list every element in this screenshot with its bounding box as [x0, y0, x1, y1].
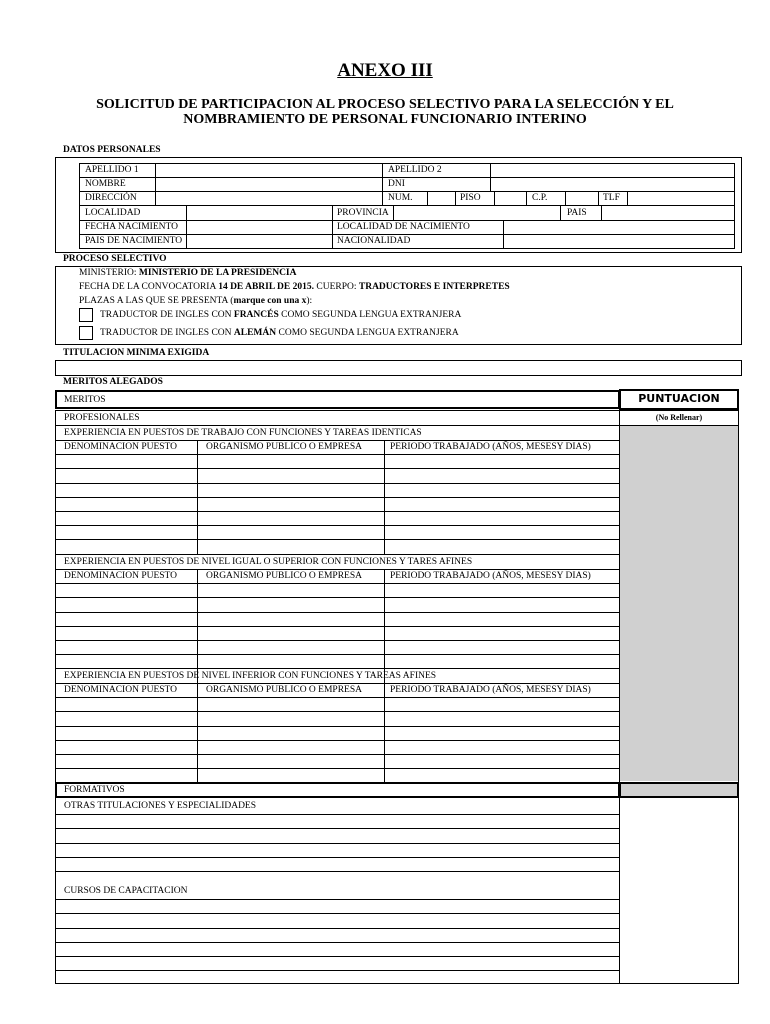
label-provincia: PROVINCIA [337, 208, 389, 218]
cursos-capacitacion-label: CURSOS DE CAPACITACION [64, 886, 188, 896]
formativos-score-box [619, 782, 739, 798]
experiencia-row[interactable] [56, 613, 618, 625]
input-piso[interactable] [495, 192, 525, 205]
input-localidad[interactable] [187, 206, 331, 219]
experiencia-row[interactable] [56, 755, 618, 767]
cursos-capacitacion-row[interactable] [56, 929, 618, 941]
formativos-box [55, 782, 620, 798]
label-localidad: LOCALIDAD [85, 208, 141, 218]
profesionales-label: PROFESIONALES [64, 413, 140, 423]
experiencia-row[interactable] [56, 498, 618, 510]
input-tlf[interactable] [628, 192, 734, 205]
col-periodo-trabajado-header: PERIODO TRABAJADO (AÑOS, MESESY DIAS) [390, 442, 591, 452]
experiencia-row[interactable] [56, 741, 618, 753]
otras-titulaciones-row[interactable] [56, 829, 618, 841]
col-organismo-header: ORGANISMO PUBLICO O EMPRESA [206, 571, 362, 581]
otras-titulaciones-row[interactable] [56, 815, 618, 827]
otras-titulaciones-row[interactable] [56, 858, 618, 870]
form-subtitle: SOLICITUD DE PARTICIPACION AL PROCESO SELECTIVO PARA LA SELECCIÓN Y EL NOMBRAMIENTO DE PERSONAL FUNCIONARIO INTERINO [96, 97, 674, 127]
experiencia-row[interactable] [56, 769, 618, 781]
input-nombre[interactable] [156, 178, 381, 191]
experiencia-row[interactable] [56, 512, 618, 524]
section-proceso-selectivo: PROCESO SELECTIVO [63, 254, 167, 264]
formativos-label: FORMATIVOS [64, 785, 125, 795]
input-titulacion[interactable] [55, 360, 742, 376]
experiencia-row[interactable] [56, 641, 618, 653]
option-frances-label: TRADUCTOR DE INGLES CON FRANCÉS COMO SEGUNDA LENGUA EXTRANJERA [100, 310, 462, 320]
cursos-capacitacion-row[interactable] [56, 914, 618, 926]
cursos-capacitacion-row[interactable] [56, 971, 618, 983]
experiencia-row[interactable] [56, 698, 618, 710]
col-periodo-trabajado-header: PERIODO TRABAJADO (AÑOS, MESESY DIAS) [390, 571, 591, 581]
experiencia-row[interactable] [56, 584, 618, 596]
label-cp: C.P. [532, 193, 548, 203]
input-cp[interactable] [566, 192, 597, 205]
otras-titulaciones-row[interactable] [56, 872, 618, 884]
plazas-line: PLAZAS A LAS QUE SE PRESENTA (marque con una x): [79, 296, 313, 306]
cursos-capacitacion-row[interactable] [56, 957, 618, 969]
input-provincia[interactable] [394, 206, 559, 219]
input-fecha-nacimiento[interactable] [187, 221, 331, 234]
otras-titulaciones-row[interactable] [56, 844, 618, 856]
col-organismo-header: ORGANISMO PUBLICO O EMPRESA [206, 442, 362, 452]
input-localidad-nacimiento[interactable] [504, 221, 734, 234]
ministerio-line: MINISTERIO: MINISTERIO DE LA PRESIDENCIA [79, 268, 297, 278]
page-title: ANEXO III [337, 60, 433, 81]
col-denominacion-puesto-header: DENOMINACION PUESTO [64, 442, 178, 452]
experiencia-title-2: EXPERIENCIA EN PUESTOS DE NIVEL IGUAL O SUPERIOR CON FUNCIONES Y TARES AFINES [64, 557, 473, 567]
convocatoria-line: FECHA DE LA CONVOCATORIA 14 DE ABRIL DE 2015. CUERPO: TRADUCTORES E INTERPRETES [79, 282, 510, 292]
input-dni[interactable] [491, 178, 734, 191]
experiencia-row[interactable] [56, 484, 618, 496]
col-organismo-header: ORGANISMO PUBLICO O EMPRESA [206, 685, 362, 695]
label-direccion: DIRECCIÓN [85, 193, 137, 203]
experiencia-title-3: EXPERIENCIA EN PUESTOS DE NIVEL INFERIOR CON FUNCIONES Y TAREAS AFINES [64, 671, 437, 681]
label-nacionalidad: NACIONALIDAD [337, 236, 411, 246]
label-nombre: NOMBRE [85, 179, 126, 189]
experiencia-row[interactable] [56, 540, 618, 552]
col-denominacion-puesto-header: DENOMINACION PUESTO [64, 571, 178, 581]
section-meritos: MERITOS ALEGADOS [63, 377, 163, 387]
ministerio-value: MINISTERIO DE LA PRESIDENCIA [138, 268, 297, 278]
label-tlf: TLF [603, 193, 620, 203]
section-datos-personales: DATOS PERSONALES [63, 145, 161, 155]
col-denominacion-puesto-header: DENOMINACION PUESTO [64, 685, 178, 695]
experiencia-row[interactable] [56, 727, 618, 739]
col-periodo-trabajado-header: PERIODO TRABAJADO (AÑOS, MESESY DIAS) [390, 685, 591, 695]
label-fecha-nacimiento: FECHA NACIMIENTO [85, 222, 178, 232]
cursos-capacitacion-row[interactable] [56, 900, 618, 912]
input-pais-nacimiento[interactable] [187, 235, 331, 248]
checkbox-aleman[interactable] [79, 326, 93, 340]
cursos-capacitacion-row[interactable] [56, 943, 618, 955]
otras-titulaciones-label: OTRAS TITULACIONES Y ESPECIALIDADES [64, 801, 257, 811]
input-direccion[interactable] [156, 192, 381, 205]
experiencia-row[interactable] [56, 627, 618, 639]
checkbox-frances[interactable] [79, 308, 93, 322]
experiencia-row[interactable] [56, 712, 618, 724]
no-rellenar-note: (No Rellenar) [655, 413, 703, 422]
meritos-label: MERITOS [64, 395, 106, 405]
experiencia-row[interactable] [56, 655, 618, 667]
experiencia-title-1: EXPERIENCIA EN PUESTOS DE TRABAJO CON FUNCIONES Y TAREAS IDENTICAS [64, 428, 422, 438]
experiencia-row[interactable] [56, 455, 618, 467]
label-localidad-nacimiento: LOCALIDAD DE NACIMIENTO [337, 222, 470, 232]
label-dni: DNI [388, 179, 405, 189]
label-piso: PISO [460, 193, 481, 203]
label-num: NUM. [388, 193, 413, 203]
input-pais[interactable] [602, 206, 734, 219]
option-aleman-label: TRADUCTOR DE INGLES CON ALEMÁN COMO SEGUNDA LENGUA EXTRANJERA [100, 328, 459, 338]
input-nacionalidad[interactable] [504, 235, 734, 248]
experiencia-row[interactable] [56, 598, 618, 610]
meritos-header-box [55, 390, 620, 409]
label-pais: PAIS [567, 208, 587, 218]
label-apellido1: APELLIDO 1 [85, 165, 139, 175]
input-num[interactable] [428, 192, 454, 205]
label-apellido2: APELLIDO 2 [388, 165, 442, 175]
section-titulacion: TITULACION MINIMA EXIGIDA [63, 348, 210, 358]
experiencia-row[interactable] [56, 526, 618, 538]
input-apellido1[interactable] [156, 164, 381, 177]
label-pais-nacimiento: PAIS DE NACIMIENTO [85, 236, 183, 246]
input-apellido2[interactable] [491, 164, 734, 177]
experiencia-row[interactable] [56, 469, 618, 481]
puntuacion-label: PUNTUACION [638, 392, 720, 405]
